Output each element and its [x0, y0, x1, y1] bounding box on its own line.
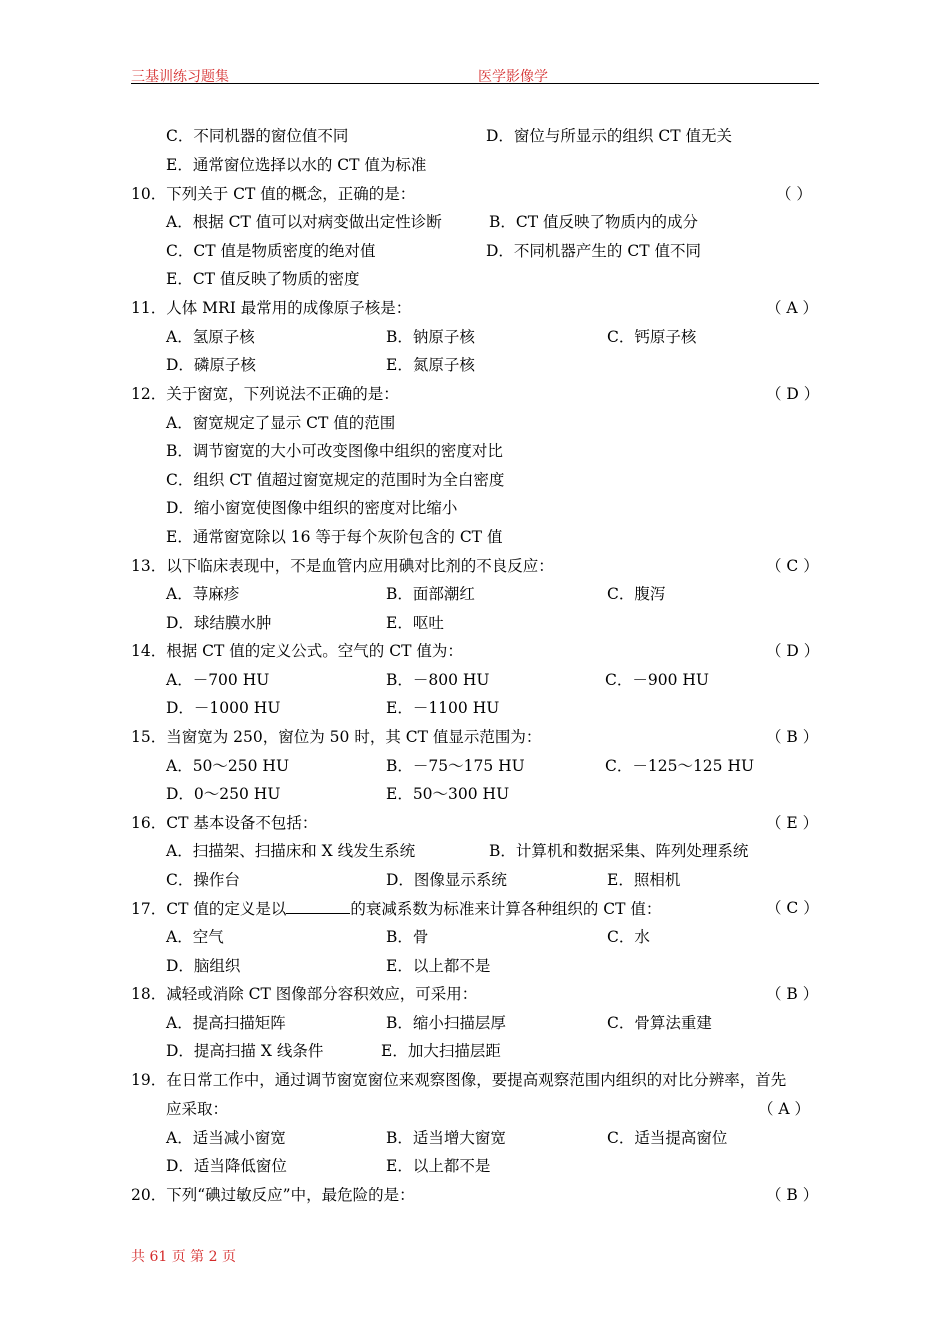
text-line: 应采取：: [166, 1100, 229, 1118]
text-line: B．缩小扫描层厚: [386, 1014, 506, 1032]
text-line: B．计算机和数据采集、阵列处理系统: [489, 842, 749, 860]
text-line: C．骨算法重建: [607, 1014, 712, 1032]
text-line: C．组织 CT 值超过窗宽规定的范围时为全白密度: [166, 471, 505, 489]
text-line: C．适当提高窗位: [607, 1129, 728, 1147]
text-line: A．－700 HU: [166, 671, 270, 689]
question-17-before-blank: 17．CT 值的定义是以: [131, 900, 287, 918]
text-line: B．骨: [386, 928, 429, 946]
text-line: E．呕吐: [386, 614, 444, 632]
text-line: C．－125～125 HU: [605, 757, 755, 775]
question-17-after-blank: 的衰减系数为标准来计算各种组织的 CT 值：: [350, 900, 662, 918]
fill-in-blank: [286, 898, 350, 914]
answer-key: （ B ）: [766, 985, 819, 1003]
answer-key: （ C ）: [766, 899, 819, 917]
text-line: A．窗宽规定了显示 CT 值的范围: [166, 414, 396, 432]
text-line: D．脑组织: [166, 957, 241, 975]
header-left-title: 三基训练习题集: [131, 69, 229, 85]
answer-key: （ B ）: [766, 728, 819, 746]
text-line: A．氢原子核: [166, 328, 255, 346]
text-line: A．50～250 HU: [166, 757, 290, 775]
answer-key: （ D ）: [766, 385, 820, 403]
text-line: E．CT 值反映了物质的密度: [166, 270, 360, 288]
text-line: E．通常窗位选择以水的 CT 值为标准: [166, 156, 427, 174]
text-line: D．0～250 HU: [166, 785, 281, 803]
text-line: A．提高扫描矩阵: [166, 1014, 286, 1032]
page-footer: 共 61 页 第 2 页: [131, 1249, 236, 1265]
answer-key: （ A ）: [766, 299, 819, 317]
text-line: C．－900 HU: [605, 671, 709, 689]
text-line: 18．减轻或消除 CT 图像部分容积效应，可采用：: [131, 985, 478, 1003]
text-line: B．适当增大窗宽: [386, 1129, 506, 1147]
text-line: C．CT 值是物质密度的绝对值: [166, 242, 376, 260]
answer-key: （ A ）: [758, 1100, 811, 1118]
text-line: A．扫描架、扫描床和 X 线发生系统: [166, 842, 416, 860]
text-line: E．50～300 HU: [386, 785, 510, 803]
text-line: C．操作台: [166, 871, 240, 889]
text-line: E．以上都不是: [386, 1157, 491, 1175]
text-line: B．－800 HU: [386, 671, 490, 689]
text-line: E．以上都不是: [386, 957, 491, 975]
question-17-line: [131, 898, 661, 919]
text-line: C．腹泻: [607, 585, 666, 603]
text-line: D．窗位与所显示的组织 CT 值无关: [486, 127, 732, 145]
text-line: E．通常窗宽除以 16 等于每个灰阶包含的 CT 值: [166, 528, 503, 546]
text-line: B．－75～175 HU: [386, 757, 525, 775]
text-line: A．根据 CT 值可以对病变做出定性诊断: [166, 213, 442, 231]
text-line: C．钙原子核: [607, 328, 697, 346]
text-line: D．不同机器产生的 CT 值不同: [486, 242, 701, 260]
text-line: D．磷原子核: [166, 356, 256, 374]
text-line: 20．下列“碘过敏反应”中，最危险的是：: [131, 1186, 415, 1204]
text-line: B．CT 值反映了物质内的成分: [489, 213, 699, 231]
text-line: D．适当降低窗位: [166, 1157, 287, 1175]
text-line: C．不同机器的窗位值不同: [166, 127, 349, 145]
text-line: 15．当窗宽为 250，窗位为 50 时，其 CT 值显示范围为：: [131, 728, 542, 746]
text-line: B．面部潮红: [386, 585, 475, 603]
text-line: C．水: [607, 928, 650, 946]
text-line: D．提高扫描 X 线条件: [166, 1042, 324, 1060]
header-center-title: 医学影像学: [478, 69, 548, 85]
answer-key: （ C ）: [766, 557, 819, 575]
text-line: 16．CT 基本设备不包括：: [131, 814, 318, 832]
text-line: A．空气: [166, 928, 224, 946]
text-line: D．图像显示系统: [386, 871, 507, 889]
text-line: 11．人体 MRI 最常用的成像原子核是：: [131, 299, 412, 317]
answer-key: （ ）: [776, 185, 812, 203]
text-line: B．钠原子核: [386, 328, 475, 346]
answer-key: （ B ）: [766, 1186, 819, 1204]
text-line: B．调节窗宽的大小可改变图像中组织的密度对比: [166, 442, 503, 460]
text-line: A．适当减小窗宽: [166, 1129, 286, 1147]
text-line: E．照相机: [607, 871, 681, 889]
text-line: E．－1100 HU: [386, 699, 500, 717]
text-line: A．荨麻疹: [166, 585, 240, 603]
header-divider: [131, 83, 819, 84]
text-line: D．－1000 HU: [166, 699, 281, 717]
text-line: E．氮原子核: [386, 356, 475, 374]
text-line: 12．关于窗宽，下列说法不正确的是：: [131, 385, 399, 403]
text-line: 14．根据 CT 值的定义公式。空气的 CT 值为：: [131, 642, 463, 660]
answer-key: （ D ）: [766, 642, 820, 660]
text-line: E．加大扫描层距: [381, 1042, 501, 1060]
text-line: D．球结膜水肿: [166, 614, 272, 632]
text-line: D．缩小窗宽使图像中组织的密度对比缩小: [166, 499, 458, 517]
answer-key: （ E ）: [766, 814, 819, 832]
text-line: 19．在日常工作中，通过调节窗宽窗位来观察图像，要提高观察范围内组织的对比分辨率，首先: [131, 1071, 787, 1089]
text-line: 10．下列关于 CT 值的概念，正确的是：: [131, 185, 416, 203]
text-line: 13．以下临床表现中，不是血管内应用碘对比剂的不良反应：: [131, 557, 554, 575]
